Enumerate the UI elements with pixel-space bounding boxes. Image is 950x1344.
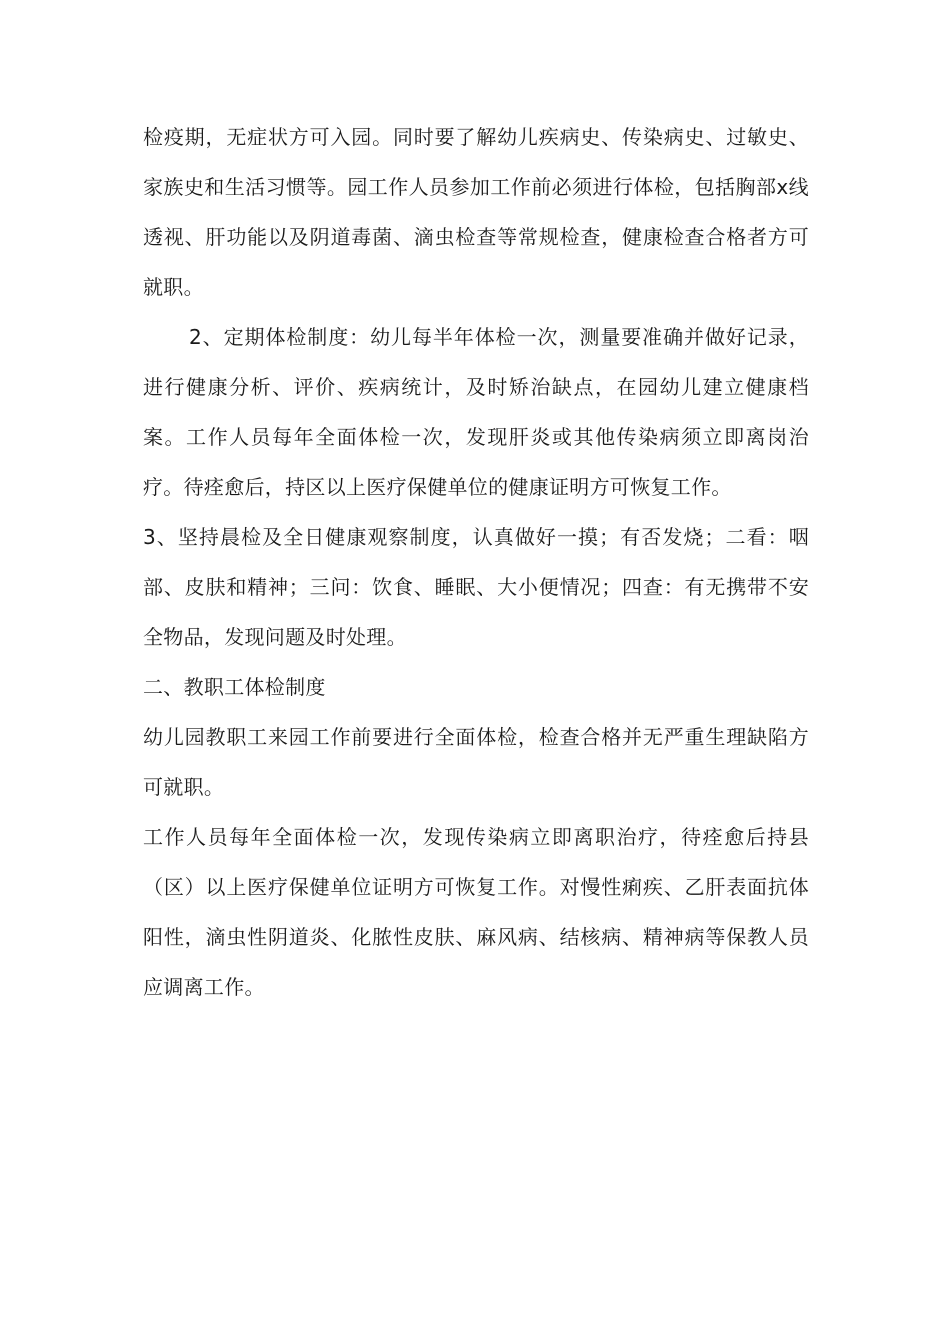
paragraph-morning-check: 3、坚持晨检及全日健康观察制度，认真做好一摸；有否发烧；二看：咽部、皮肤和精神；三问：饮食、睡眠、大小便情况；四查：有无携带不安全物品，发现问题及时处理。: [143, 525, 809, 649]
document-body: [143, 112, 809, 1012]
paragraph-staff-entry-check: 幼儿园教职工来园工作前要进行全面体检，检查合格并无严重生理缺陷方可就职。: [143, 725, 809, 799]
paragraph-staff-annual-check: 工作人员每年全面体检一次，发现传染病立即离职治疗，待痊愈后持县（区）以上医疗保健单位证明方可恢复工作。对慢性痢疾、乙肝表面抗体阳性，滴虫性阴道炎、化脓性皮肤、麻风病、结核病、精神病等保教人员应调离工作。: [143, 825, 809, 999]
paragraph-periodic-checkup: 2、定期体检制度：幼儿每半年体检一次，测量要准确并做好记录，进行健康分析、评价、疾病统计，及时矫治缺点，在园幼儿建立健康档案。工作人员每年全面体检一次，发现肝炎或其他传染病须立即离岗治疗。待痊愈后，持区以上医疗保健单位的健康证明方可恢复工作。: [143, 325, 809, 499]
section-heading-staff-checkup: 二、教职工体检制度: [143, 675, 326, 699]
paragraph-admission-check: 检疫期，无症状方可入园。同时要了解幼儿疾病史、传染病史、过敏史、家族史和生活习惯等。园工作人员参加工作前必须进行体检，包括胸部x线透视、肝功能以及阴道毒菌、滴虫检查等常规检查，健康检查合格者方可就职。: [143, 125, 809, 299]
